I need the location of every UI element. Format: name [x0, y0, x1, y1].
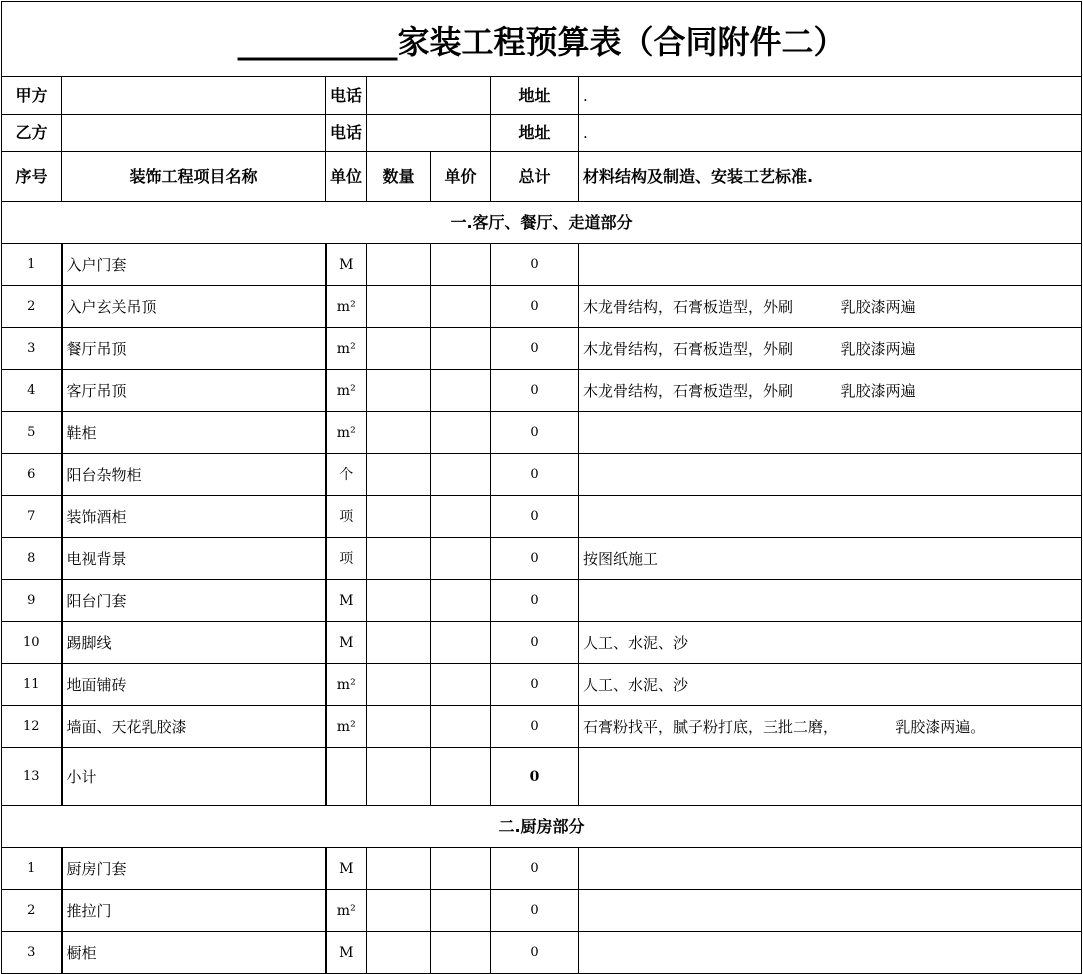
table-row [2, 932, 1082, 974]
total-cell: 0 [491, 496, 579, 538]
item-name-cell: 装饰酒柜 [62, 496, 326, 538]
unit-cell: M [326, 580, 367, 622]
quantity-cell [367, 580, 431, 622]
quantity-cell [367, 748, 431, 806]
party-a-address-label: 地址 [491, 77, 579, 115]
item-number-cell: 10 [2, 622, 62, 664]
party-b-phone-label: 电话 [326, 115, 367, 152]
item-number-cell: 5 [2, 412, 62, 454]
unit-cell: M [326, 932, 367, 974]
item-number-cell: 4 [2, 370, 62, 412]
page-title: 家装工程预算表（合同附件二） [397, 23, 846, 61]
unit-price-cell [431, 328, 491, 370]
quantity-cell [367, 286, 431, 328]
item-name-cell: 小计 [62, 748, 326, 806]
table-row [2, 286, 1082, 328]
total-cell: 0 [491, 454, 579, 496]
spec-cell [579, 932, 1082, 974]
item-number-cell: 11 [2, 664, 62, 706]
item-number-cell: 1 [2, 848, 62, 890]
total-cell: 0 [491, 370, 579, 412]
item-number-cell: 7 [2, 496, 62, 538]
unit-cell: M [326, 848, 367, 890]
item-name-cell: 电视背景 [62, 538, 326, 580]
party-b-row [2, 115, 1082, 152]
party-b-address-label: 地址 [491, 115, 579, 152]
party-a-row [2, 77, 1082, 115]
item-name-cell: 推拉门 [62, 890, 326, 932]
item-name-cell: 厨房门套 [62, 848, 326, 890]
total-cell: 0 [491, 328, 579, 370]
table-row [2, 706, 1082, 748]
unit-price-cell [431, 622, 491, 664]
column-header-row [2, 152, 1082, 202]
unit-cell: m² [326, 664, 367, 706]
item-name-cell: 入户门套 [62, 244, 326, 286]
table-row [2, 496, 1082, 538]
spec-cell: 按图纸施工 [579, 538, 1082, 580]
table-row [2, 538, 1082, 580]
sheet-header [2, 2, 1082, 202]
quantity-cell [367, 622, 431, 664]
item-number-cell: 12 [2, 706, 62, 748]
quantity-cell [367, 706, 431, 748]
col-header-name: 装饰工程项目名称 [62, 152, 326, 202]
party-b-label: 乙方 [2, 115, 62, 152]
sheet-sections [2, 202, 1082, 974]
item-name-cell: 鞋柜 [62, 412, 326, 454]
item-name-cell: 墙面、天花乳胶漆 [62, 706, 326, 748]
unit-cell: m² [326, 286, 367, 328]
party-a-phone-cell [367, 77, 491, 115]
table-row [2, 848, 1082, 890]
total-cell: 0 [491, 622, 579, 664]
spec-cell [579, 748, 1082, 806]
unit-cell: m² [326, 328, 367, 370]
title-cell [2, 2, 1082, 77]
section-title: 一.客厅、餐厅、走道部分 [2, 202, 1082, 244]
table-row [2, 328, 1082, 370]
party-a-label: 甲方 [2, 77, 62, 115]
table-row [2, 412, 1082, 454]
unit-price-cell [431, 848, 491, 890]
quantity-cell [367, 848, 431, 890]
table-row [2, 370, 1082, 412]
spec-cell [579, 454, 1082, 496]
total-cell: 0 [491, 748, 579, 806]
col-header-unit: 单位 [326, 152, 367, 202]
spec-cell [579, 890, 1082, 932]
item-name-cell: 踢脚线 [62, 622, 326, 664]
unit-cell: 项 [326, 538, 367, 580]
item-number-cell: 8 [2, 538, 62, 580]
spec-cell: 木龙骨结构，石膏板造型，外刷 乳胶漆两遍 [579, 286, 1082, 328]
table-row [2, 622, 1082, 664]
unit-price-cell [431, 706, 491, 748]
unit-cell: m² [326, 890, 367, 932]
item-name-cell: 橱柜 [62, 932, 326, 974]
item-number-cell: 1 [2, 244, 62, 286]
total-cell: 0 [491, 932, 579, 974]
unit-price-cell [431, 580, 491, 622]
spec-cell [579, 496, 1082, 538]
unit-price-cell [431, 748, 491, 806]
unit-price-cell [431, 932, 491, 974]
unit-cell: m² [326, 412, 367, 454]
total-cell: 0 [491, 244, 579, 286]
unit-cell: 项 [326, 496, 367, 538]
unit-price-cell [431, 538, 491, 580]
unit-price-cell [431, 664, 491, 706]
quantity-cell [367, 328, 431, 370]
unit-cell: M [326, 622, 367, 664]
spec-cell: 木龙骨结构，石膏板造型，外刷 乳胶漆两遍 [579, 370, 1082, 412]
item-name-cell: 客厅吊顶 [62, 370, 326, 412]
title-row [2, 2, 1082, 77]
item-number-cell: 2 [2, 890, 62, 932]
total-cell: 0 [491, 580, 579, 622]
party-a-name-cell [62, 77, 326, 115]
unit-cell: m² [326, 706, 367, 748]
spec-cell [579, 580, 1082, 622]
item-number-cell: 9 [2, 580, 62, 622]
table-row [2, 890, 1082, 932]
quantity-cell [367, 496, 431, 538]
unit-price-cell [431, 496, 491, 538]
party-b-name-cell [62, 115, 326, 152]
total-cell: 0 [491, 538, 579, 580]
unit-price-cell [431, 370, 491, 412]
subtotal-row [2, 748, 1082, 806]
item-name-cell: 地面铺砖 [62, 664, 326, 706]
total-cell: 0 [491, 286, 579, 328]
title-blank: __________ [237, 23, 398, 61]
section-title: 二.厨房部分 [2, 806, 1082, 848]
spec-cell: 人工、水泥、沙 [579, 664, 1082, 706]
unit-cell [326, 748, 367, 806]
col-header-unit-price: 单价 [431, 152, 491, 202]
party-a-phone-label: 电话 [326, 77, 367, 115]
item-name-cell: 阳台门套 [62, 580, 326, 622]
unit-price-cell [431, 454, 491, 496]
quantity-cell [367, 664, 431, 706]
total-cell: 0 [491, 412, 579, 454]
item-number-cell: 2 [2, 286, 62, 328]
unit-price-cell [431, 412, 491, 454]
section-header-row [2, 806, 1082, 848]
spec-cell [579, 244, 1082, 286]
quantity-cell [367, 244, 431, 286]
table-row [2, 454, 1082, 496]
quantity-cell [367, 370, 431, 412]
spec-cell: 人工、水泥、沙 [579, 622, 1082, 664]
item-number-cell: 3 [2, 328, 62, 370]
spec-cell [579, 412, 1082, 454]
total-cell: 0 [491, 890, 579, 932]
quantity-cell [367, 890, 431, 932]
col-header-total: 总计 [491, 152, 579, 202]
item-number-cell: 13 [2, 748, 62, 806]
table-row [2, 244, 1082, 286]
unit-price-cell [431, 244, 491, 286]
item-name-cell: 入户玄关吊顶 [62, 286, 326, 328]
item-name-cell: 阳台杂物柜 [62, 454, 326, 496]
unit-price-cell [431, 286, 491, 328]
item-number-cell: 6 [2, 454, 62, 496]
quantity-cell [367, 412, 431, 454]
spec-cell [579, 848, 1082, 890]
total-cell: 0 [491, 848, 579, 890]
table-row [2, 580, 1082, 622]
party-b-address-cell: . [579, 115, 1082, 152]
col-header-spec: 材料结构及制造、安装工艺标准. [579, 152, 1082, 202]
party-a-address-cell: . [579, 77, 1082, 115]
budget-table [1, 1, 1082, 974]
col-header-index: 序号 [2, 152, 62, 202]
unit-cell: M [326, 244, 367, 286]
quantity-cell [367, 538, 431, 580]
quantity-cell [367, 454, 431, 496]
party-b-phone-cell [367, 115, 491, 152]
unit-cell: 个 [326, 454, 367, 496]
item-number-cell: 3 [2, 932, 62, 974]
col-header-quantity: 数量 [367, 152, 431, 202]
unit-price-cell [431, 890, 491, 932]
table-row [2, 664, 1082, 706]
total-cell: 0 [491, 706, 579, 748]
total-cell: 0 [491, 664, 579, 706]
quantity-cell [367, 932, 431, 974]
section-header-row [2, 202, 1082, 244]
spec-cell: 石膏粉找平，腻子粉打底，三批二磨， 乳胶漆两遍。 [579, 706, 1082, 748]
spec-cell: 木龙骨结构，石膏板造型，外刷 乳胶漆两遍 [579, 328, 1082, 370]
item-name-cell: 餐厅吊顶 [62, 328, 326, 370]
unit-cell: m² [326, 370, 367, 412]
